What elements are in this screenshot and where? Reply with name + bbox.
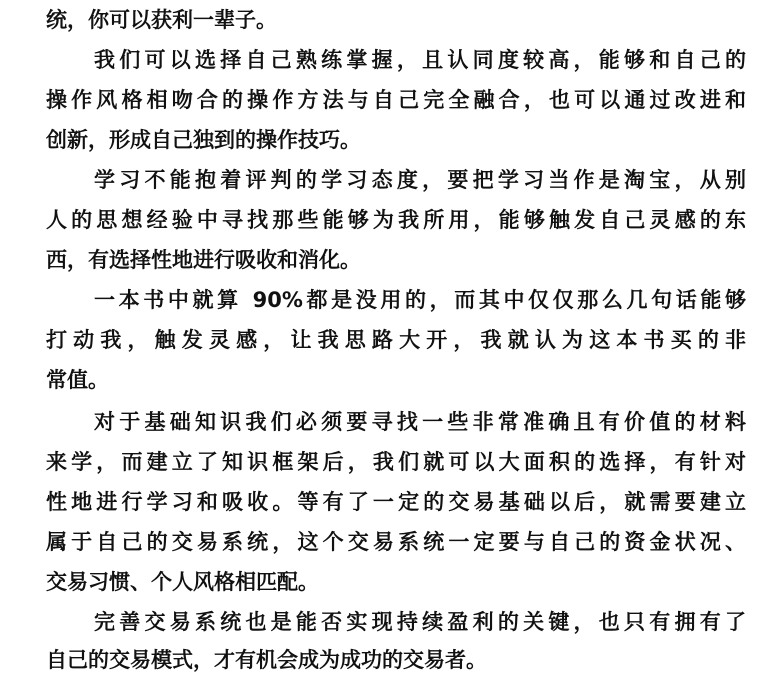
text-line: 创新，形成自己独到的操作技巧。: [46, 128, 361, 152]
text-line: 统，你可以获利一辈子。: [46, 8, 277, 32]
text-line: 交易习惯、个人风格相匹配。: [46, 570, 319, 594]
text-line: 打动我，触发灵感，让我思路大开，我就认为这本书买的非: [46, 328, 746, 352]
text-line: 我们可以选择自己熟练掌握，且认同度较高，能够和自己的: [94, 48, 746, 72]
text-line: 一本书中就算 90%都是没用的，而其中仅仅那么几句话能够: [94, 288, 746, 312]
text-line: 完善交易系统也是能否实现持续盈利的关键，也只有拥有了: [94, 610, 746, 634]
text-line: 属于自己的交易系统，这个交易系统一定要与自己的资金状况、: [46, 530, 746, 554]
text-line: 操作风格相吻合的操作方法与自己完全融合，也可以通过改进和: [46, 88, 746, 112]
text-line: 学习不能抱着评判的学习态度，要把学习当作是淘宝，从别: [94, 168, 746, 192]
text-line: 人的思想经验中寻找那些能够为我所用，能够触发自己灵感的东: [46, 208, 746, 232]
text-line: 西，有选择性地进行吸收和消化。: [46, 248, 361, 272]
text-line: 常值。: [46, 368, 109, 392]
text-line: 性地进行学习和吸收。等有了一定的交易基础以后，就需要建立: [46, 490, 746, 514]
text-line: 自己的交易模式，才有机会成为成功的交易者。: [46, 648, 487, 672]
text-line: 来学，而建立了知识框架后，我们就可以大面积的选择，有针对: [46, 450, 746, 474]
text-line: 对于基础知识我们必须要寻找一些非常准确且有价值的材料: [94, 410, 746, 434]
